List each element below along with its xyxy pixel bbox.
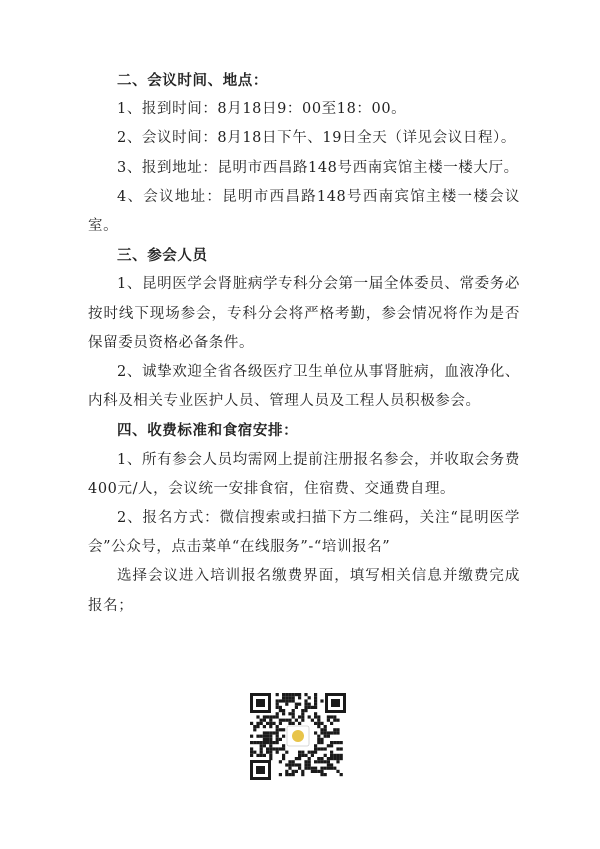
section-4-item-3: 选择会议进入培训报名缴费界面，填写相关信息并缴费完成报名；: [88, 568, 520, 614]
section-3-item-1: 1、昆明医学会肾脏病学专科分会第一届全体委员、常委务必按时线下现场参会，专科分会将严格考勤，参会情况将作为是否保留委员资格必备条件。: [88, 276, 520, 351]
section-2-item-3: 3、报到地址：昆明市西昌路148号西南宾馆主楼一楼大厅。: [117, 159, 519, 176]
section-3-heading: 三、参会人员: [117, 247, 208, 265]
section-4-heading: 四、收费标准和食宿安排：: [117, 422, 299, 440]
qr-logo-mark: [292, 730, 304, 742]
document-body: [88, 66, 520, 621]
section-4-item-2: 2、报名方式：微信搜索或扫描下方二维码，关注“昆明医学会”公众号，点击菜单“在线服务”-“培训报名”: [88, 510, 520, 556]
section-2-item-2: 2、会议时间：8月18日下午、19日全天（详见会议日程）。: [117, 130, 516, 147]
section-2-heading: 二、会议时间、地点：: [117, 72, 268, 89]
section-2-item-4: 4、会议地址：昆明市西昌路148号西南宾馆主楼一楼会议室。: [88, 188, 520, 235]
section-2-item-1: 1、报到时间：8月18日9：00至18：00。: [117, 101, 407, 118]
section-3-item-2: 2、诚挚欢迎全省各级医疗卫生单位从事肾脏病，血液净化、内科及相关专业医护人员、管理人员及工程人员积极参会。: [88, 364, 520, 410]
section-4-item-1: 1、所有参会人员均需网上提前注册报名参会，并收取会务费400元/人，会议统一安排食宿，住宿费、交通费自理。: [88, 451, 520, 497]
qr-code-icon: [248, 691, 348, 782]
